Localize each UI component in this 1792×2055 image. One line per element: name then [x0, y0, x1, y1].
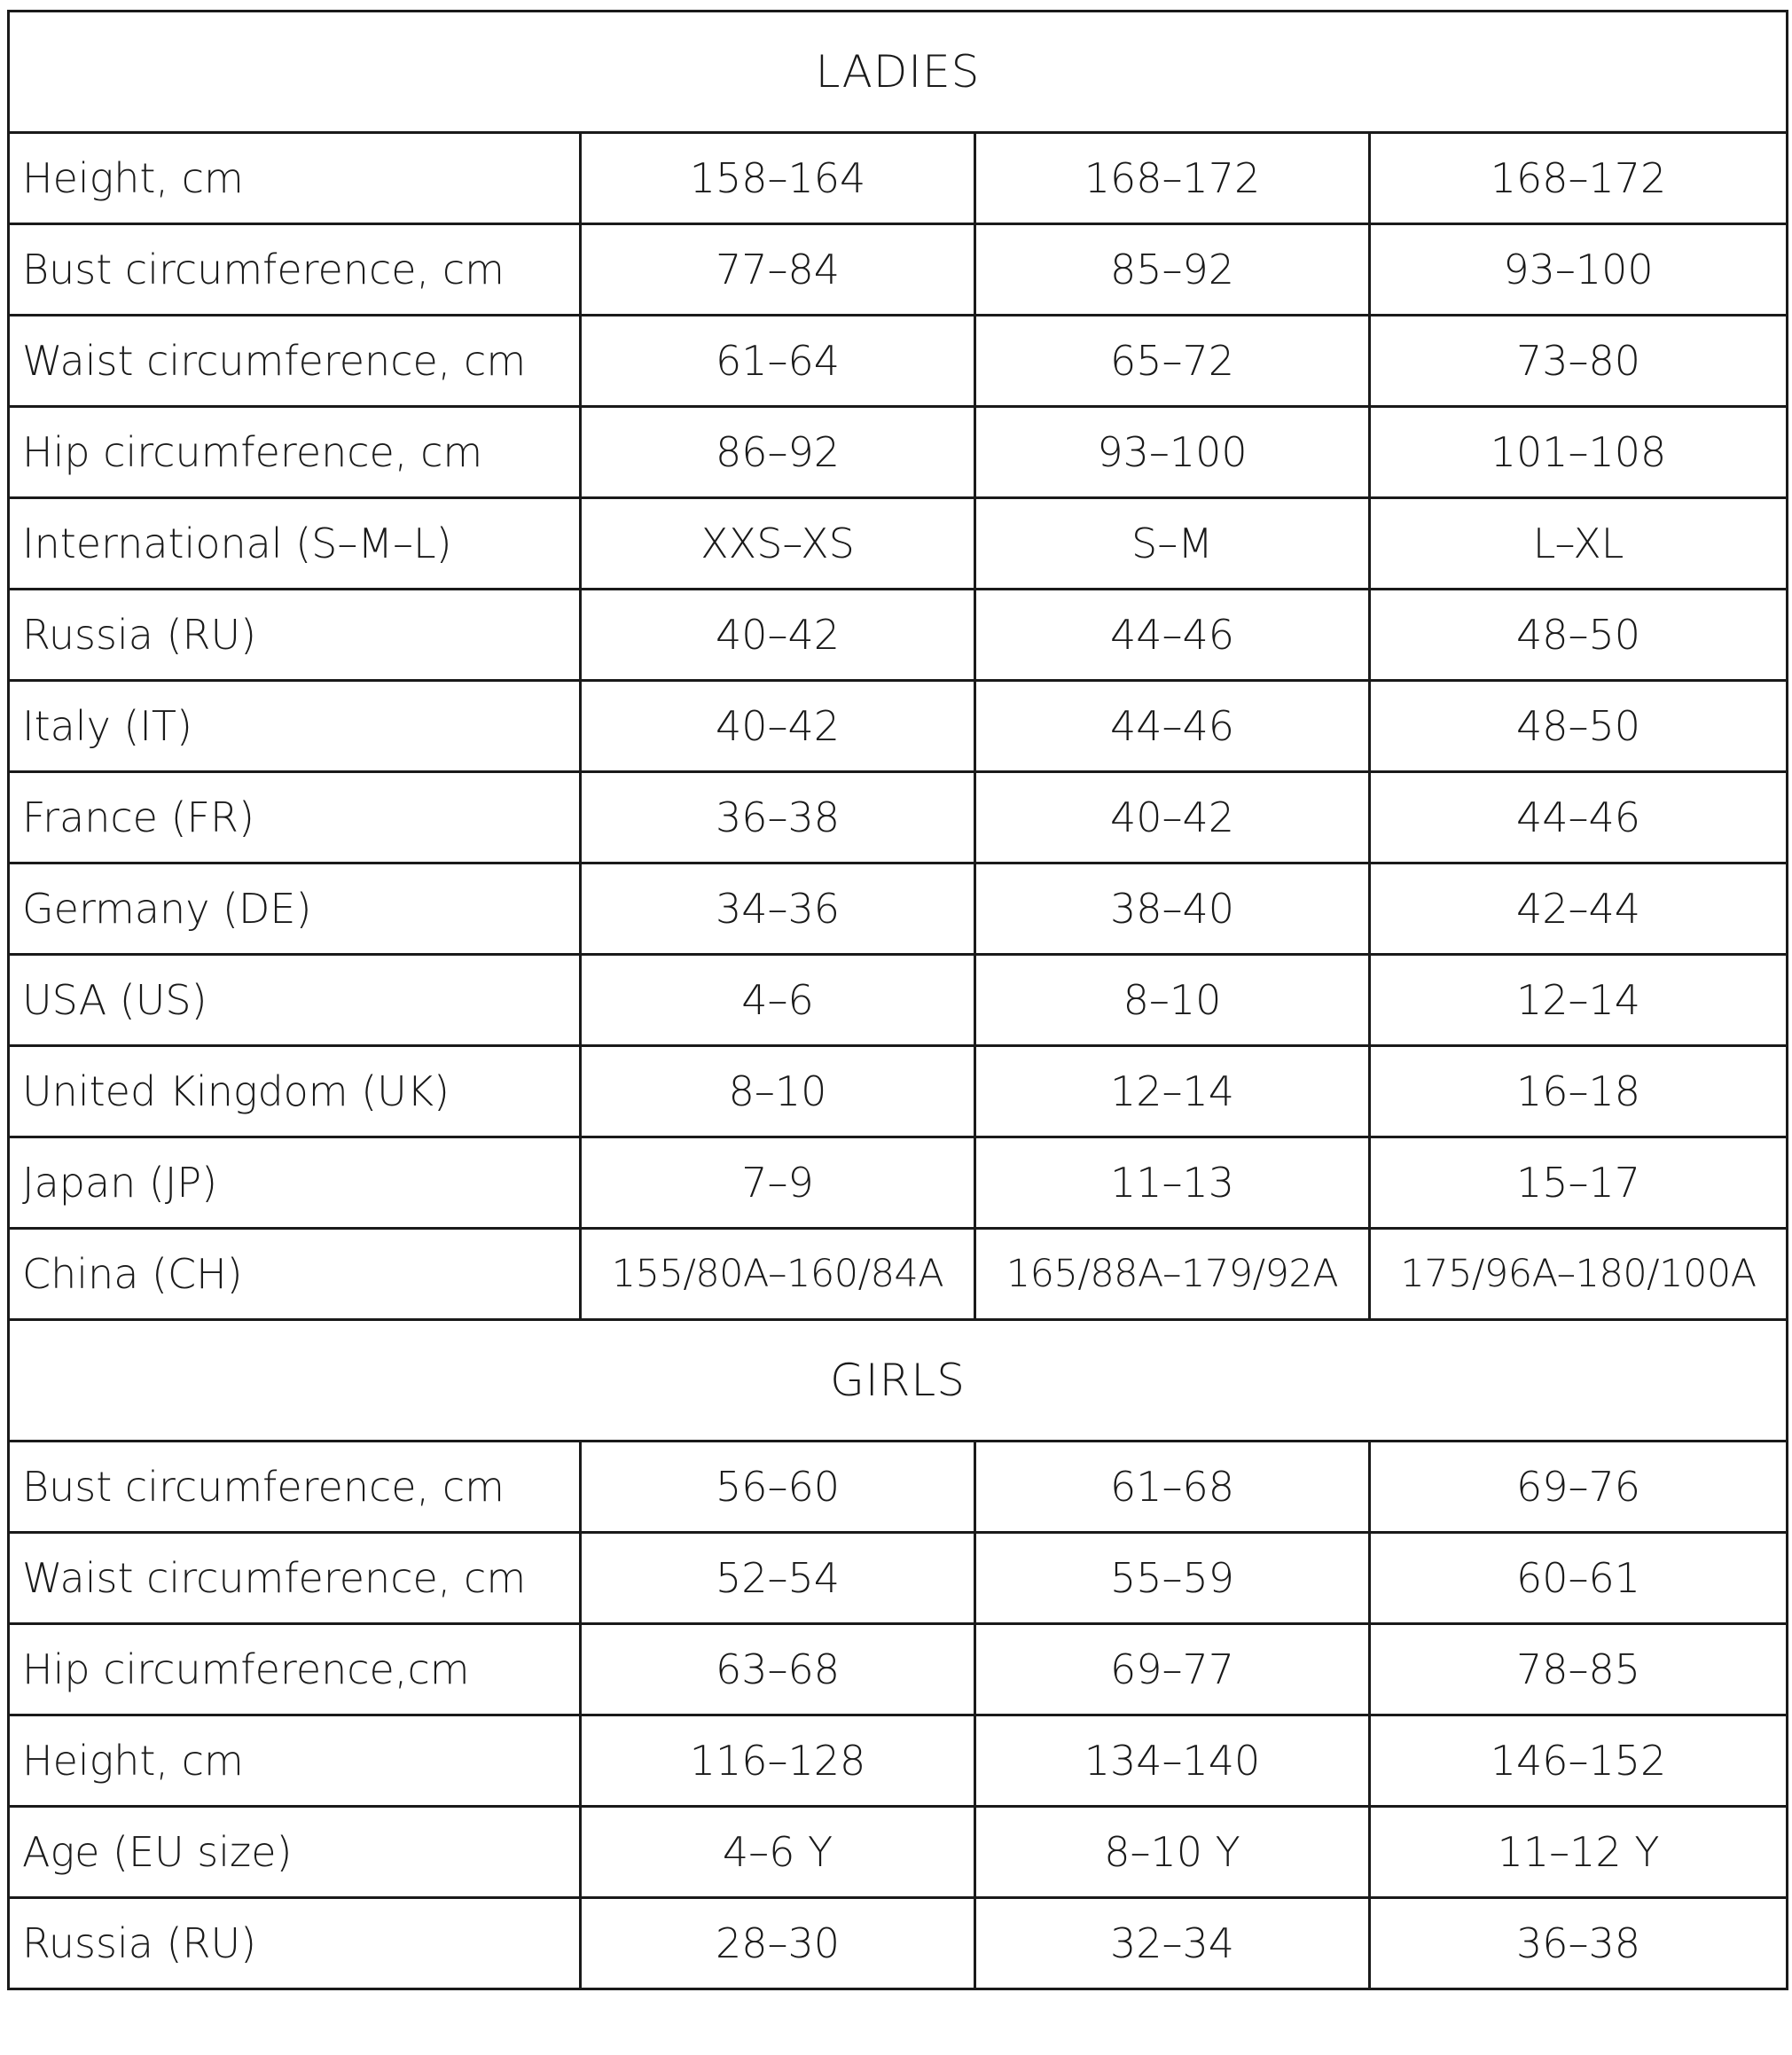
size-value: 69–77: [975, 1624, 1370, 1715]
size-value: 48–50: [1370, 681, 1788, 772]
size-value: 12–14: [975, 1046, 1370, 1137]
size-value: 40–42: [581, 681, 975, 772]
row-label: Russia (RU): [9, 1898, 581, 1989]
size-value: 61–64: [581, 316, 975, 407]
row-label: Age (EU size): [9, 1807, 581, 1898]
table-row: [9, 1715, 1788, 1807]
size-value: 44–46: [975, 681, 1370, 772]
size-value: 73–80: [1370, 316, 1788, 407]
size-value: 8–10: [975, 955, 1370, 1046]
table-row: [9, 224, 1788, 316]
table-row: [9, 1898, 1788, 1989]
size-value: 146–152: [1370, 1715, 1788, 1807]
size-value: 42–44: [1370, 863, 1788, 955]
size-value: 77–84: [581, 224, 975, 316]
size-value: 175/96A–180/100A: [1370, 1229, 1788, 1320]
size-value: 44–46: [1370, 772, 1788, 863]
table-row: [9, 1624, 1788, 1715]
ladies-section-header: [9, 12, 1788, 133]
table-row: [9, 133, 1788, 224]
size-value: 16–18: [1370, 1046, 1788, 1137]
table-row: [9, 498, 1788, 590]
row-label: Japan (JP): [9, 1137, 581, 1229]
table-row: [9, 1533, 1788, 1624]
size-value: 85–92: [975, 224, 1370, 316]
size-value: 93–100: [1370, 224, 1788, 316]
size-value: L–XL: [1370, 498, 1788, 590]
table-row: [9, 1807, 1788, 1898]
size-value: 4–6 Y: [581, 1807, 975, 1898]
table-row: [9, 1137, 1788, 1229]
row-label: International (S–M–L): [9, 498, 581, 590]
row-label: Waist circumference, cm: [9, 316, 581, 407]
row-label: Germany (DE): [9, 863, 581, 955]
girls-section-header: [9, 1320, 1788, 1442]
size-value: 168–172: [1370, 133, 1788, 224]
row-label: Height, cm: [9, 1715, 581, 1807]
size-value: 158–164: [581, 133, 975, 224]
size-value: 63–68: [581, 1624, 975, 1715]
size-value: 52–54: [581, 1533, 975, 1624]
row-label: United Kingdom (UK): [9, 1046, 581, 1137]
table-row: [9, 316, 1788, 407]
row-label: Bust circumference, cm: [9, 1442, 581, 1533]
table-row: [9, 681, 1788, 772]
size-value: 168–172: [975, 133, 1370, 224]
row-label: Waist circumference, cm: [9, 1533, 581, 1624]
size-value: 101–108: [1370, 407, 1788, 498]
row-label: Hip circumference, cm: [9, 407, 581, 498]
size-value: 65–72: [975, 316, 1370, 407]
row-label: USA (US): [9, 955, 581, 1046]
row-label: Height, cm: [9, 133, 581, 224]
table-row: [9, 1442, 1788, 1533]
size-value: 78–85: [1370, 1624, 1788, 1715]
table-row: [9, 1046, 1788, 1137]
size-value: 61–68: [975, 1442, 1370, 1533]
size-value: 134–140: [975, 1715, 1370, 1807]
size-value: 165/88A–179/92A: [975, 1229, 1370, 1320]
size-value: 155/80A–160/84A: [581, 1229, 975, 1320]
row-label: France (FR): [9, 772, 581, 863]
size-value: 69–76: [1370, 1442, 1788, 1533]
size-value: 34–36: [581, 863, 975, 955]
size-value: 44–46: [975, 590, 1370, 681]
size-value: 32–34: [975, 1898, 1370, 1989]
size-value: 8–10: [581, 1046, 975, 1137]
girls-section-title: GIRLS: [9, 1320, 1788, 1442]
row-label: Hip circumference,cm: [9, 1624, 581, 1715]
size-value: S–M: [975, 498, 1370, 590]
size-value: 116–128: [581, 1715, 975, 1807]
size-value: 28–30: [581, 1898, 975, 1989]
size-value: 38–40: [975, 863, 1370, 955]
table-row: [9, 1229, 1788, 1320]
size-value: 12–14: [1370, 955, 1788, 1046]
size-value: 40–42: [975, 772, 1370, 863]
size-value: 36–38: [1370, 1898, 1788, 1989]
size-value: 4–6: [581, 955, 975, 1046]
size-value: 36–38: [581, 772, 975, 863]
ladies-section-title: LADIES: [9, 12, 1788, 133]
size-value: 86–92: [581, 407, 975, 498]
size-value: 60–61: [1370, 1533, 1788, 1624]
size-value: XXS–XS: [581, 498, 975, 590]
size-value: 15–17: [1370, 1137, 1788, 1229]
table-row: [9, 772, 1788, 863]
table-row: [9, 863, 1788, 955]
table-row: [9, 407, 1788, 498]
row-label: Bust circumference, cm: [9, 224, 581, 316]
row-label: China (CH): [9, 1229, 581, 1320]
row-label: Russia (RU): [9, 590, 581, 681]
size-value: 40–42: [581, 590, 975, 681]
size-value: 11–13: [975, 1137, 1370, 1229]
size-value: 56–60: [581, 1442, 975, 1533]
table-row: [9, 955, 1788, 1046]
size-value: 93–100: [975, 407, 1370, 498]
table-row: [9, 590, 1788, 681]
size-value: 7–9: [581, 1137, 975, 1229]
row-label: Italy (IT): [9, 681, 581, 772]
size-chart-table: [7, 10, 1788, 1990]
size-value: 11–12 Y: [1370, 1807, 1788, 1898]
size-value: 55–59: [975, 1533, 1370, 1624]
size-value: 48–50: [1370, 590, 1788, 681]
size-value: 8–10 Y: [975, 1807, 1370, 1898]
